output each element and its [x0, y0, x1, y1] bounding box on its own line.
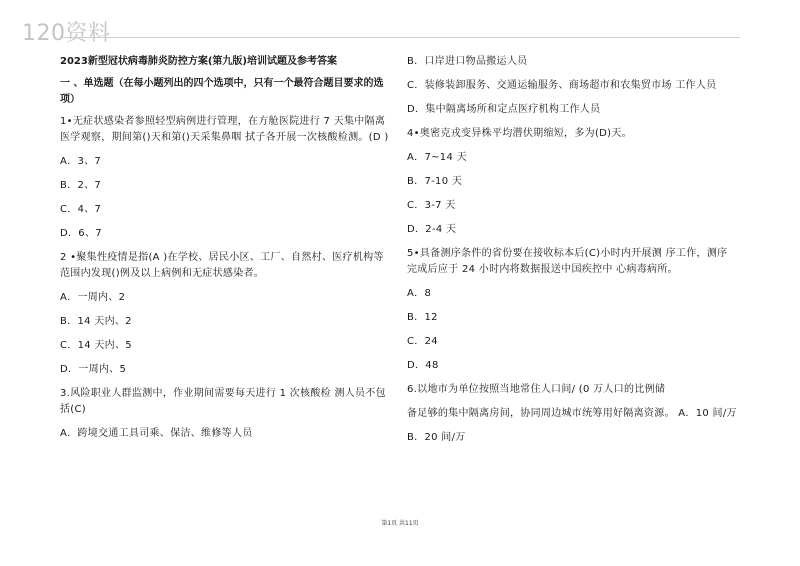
question-4: 4•奥密克戎变异株平均潜伏期缩短，多为(D)天。: [407, 128, 632, 139]
q1-option-c: C．4、7: [60, 204, 102, 215]
left-column: [60, 54, 390, 450]
q6-option-b: B．20 间/万: [407, 432, 466, 443]
question-6-line-2: 备足够的集中隔离房间，协同周边城市统筹用好隔离资源。 A．10 间/万: [407, 408, 737, 419]
q1-option-d: D．6、7: [60, 228, 102, 239]
right-column: [407, 54, 737, 454]
watermark: 120资料: [22, 21, 111, 46]
section-heading: 一 、单选题（在每小题列出的四个选项中，只有一个最符合题目要求的选项）: [60, 78, 384, 105]
q4-option-b: B．7-10 天: [407, 176, 463, 187]
q3-option-a: A．跨境交通工具司乘、保洁、维修等人员: [60, 428, 253, 439]
q3-option-b: B．口岸进口物品搬运人员: [407, 56, 528, 67]
q1-option-b: B．2、7: [60, 180, 102, 191]
q2-option-a: A．一周内、2: [60, 292, 126, 303]
header-divider: [60, 37, 740, 38]
q4-option-c: C．3-7 天: [407, 200, 456, 211]
q2-option-b: B．14 天内、2: [60, 316, 132, 327]
question-3: 3.风险职业人群监测中，作业期间需要每天进行 1 次核酸检 测人员不包括(C): [60, 388, 386, 415]
q5-option-b: B．12: [407, 312, 438, 323]
q5-option-c: C．24: [407, 336, 438, 347]
question-6-line-1: 6.以地市为单位按照当地常住人口间/ (0 万人口的比例储: [407, 384, 666, 395]
q3-option-c: C．装修装卸服务、交通运输服务、商场超市和农集贸市场 工作人员: [407, 80, 717, 91]
q2-option-c: C．14 天内、5: [60, 340, 132, 351]
q1-option-a: A．3、7: [60, 156, 102, 167]
q5-option-a: A．8: [407, 288, 432, 299]
document-title: 2023新型冠状病毒肺炎防控方案(第九版)培训试题及参考答案: [60, 56, 337, 67]
q4-option-a: A．7~14 天: [407, 152, 467, 163]
q2-option-d: D．一周内、5: [60, 364, 127, 375]
q4-option-d: D．2-4 天: [407, 224, 457, 235]
q5-option-d: D．48: [407, 360, 439, 371]
page-footer: 第1页 共11页: [381, 520, 419, 527]
question-2: 2 •聚集性疫情是指(A )在学校、居民小区、工厂、自然村、医疗机构等范围内发现()例及以上病例和无症状感染者。: [60, 252, 384, 279]
q3-option-d: D．集中隔离场所和定点医疗机构工作人员: [407, 104, 601, 115]
question-1: 1•无症状感染者参照轻型病例进行管理，在方舱医院进行 7 天集中隔离医学观察，期间第()天和第()天采集鼻咽 拭子各开展一次核酸检测。(D ): [60, 116, 389, 143]
question-5: 5•具备测序条件的省份要在接收标本后(C)小时内开展测 序工作，测序完成后应于 24 小时内将数据报送中国疾控中 心病毒病所。: [407, 248, 728, 275]
